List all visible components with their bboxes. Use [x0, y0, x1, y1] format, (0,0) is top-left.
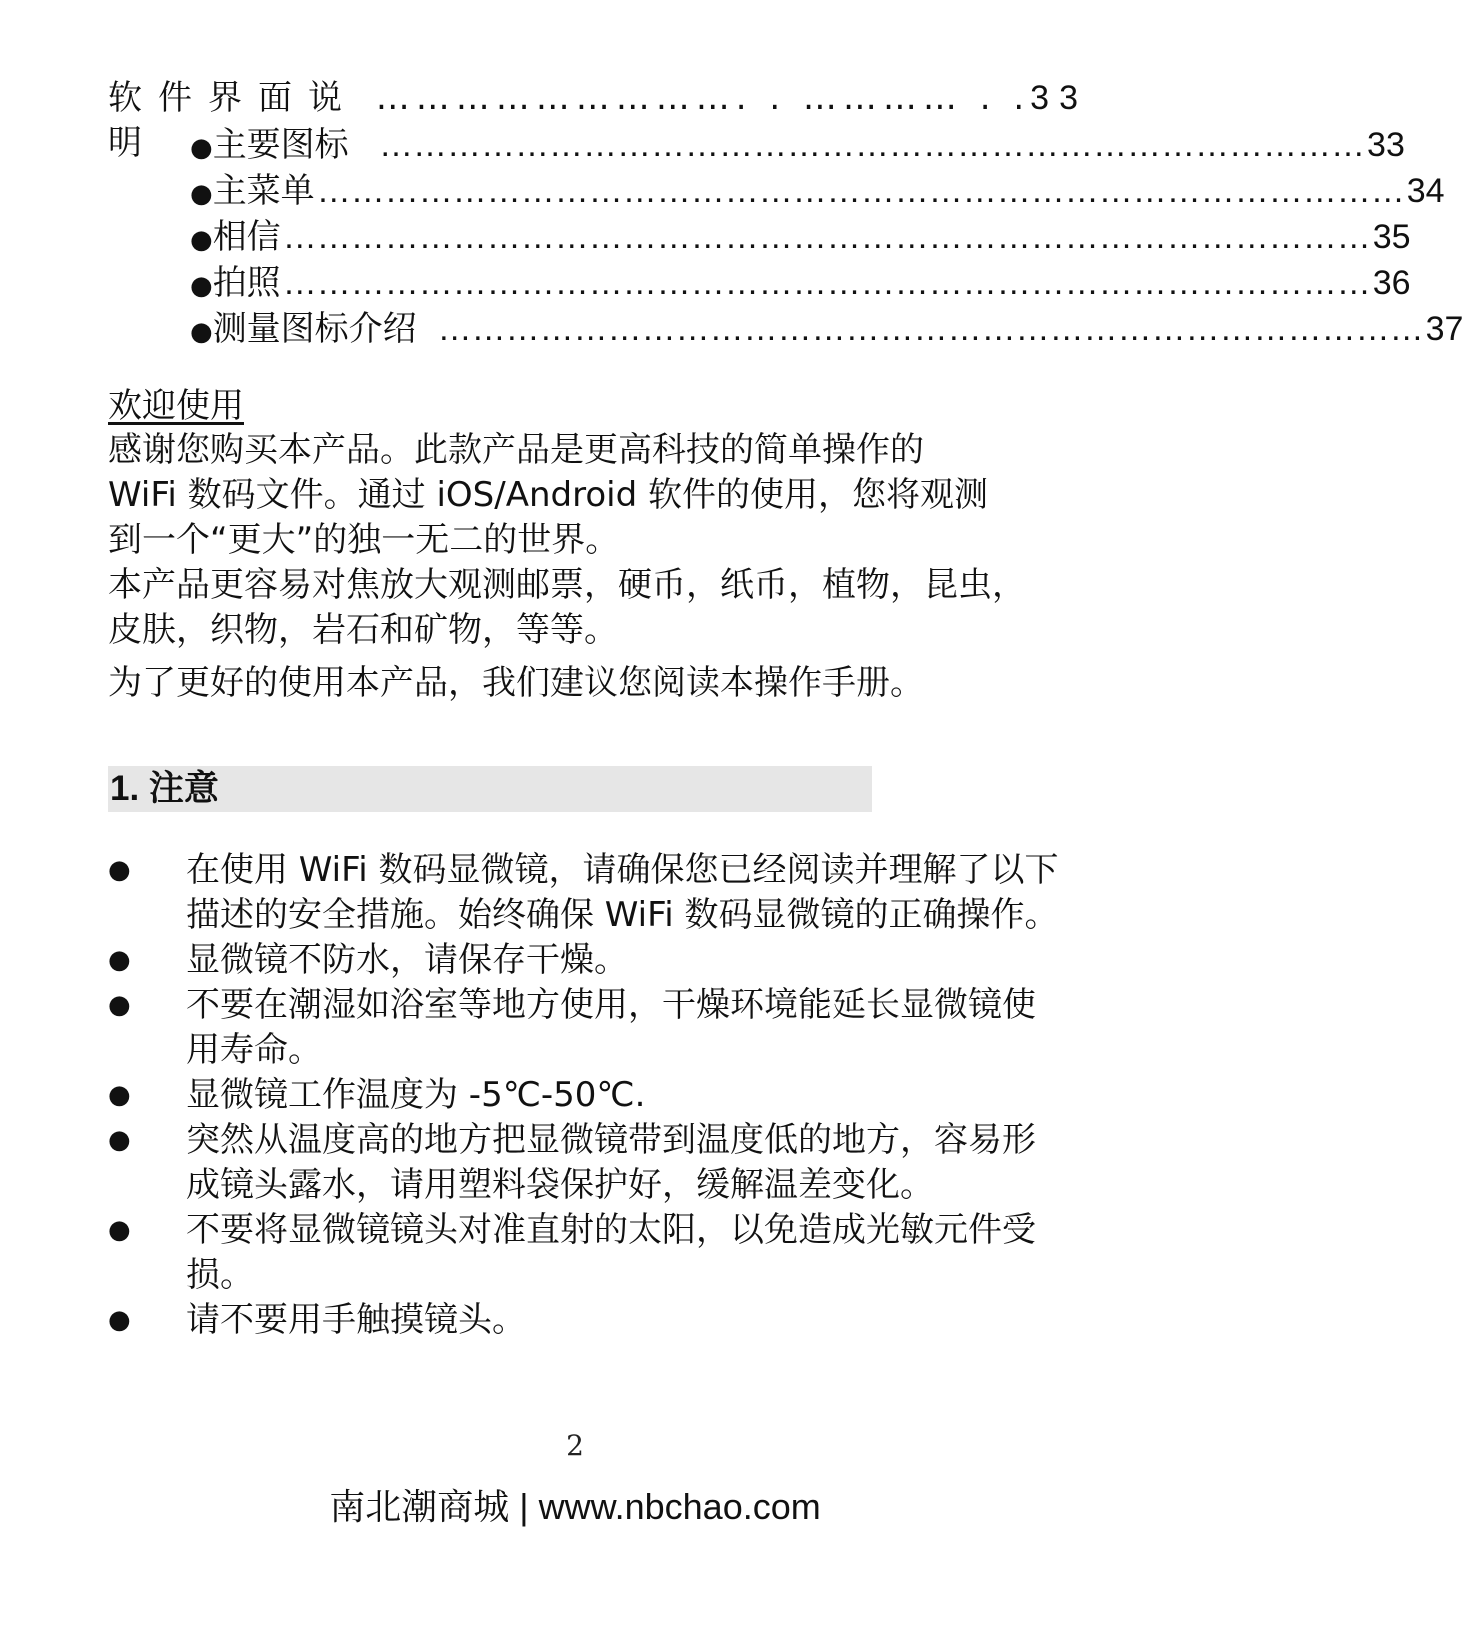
toc-list: [190, 122, 1463, 352]
caution-item: [108, 848, 1068, 938]
caution-text: 请不要用手触摸镜头。: [186, 1300, 526, 1340]
caution-text: 不要将显微镜镜头对准直射的太阳，以免造成光敏元件受损。: [186, 1210, 1036, 1295]
caution-item: [108, 938, 1068, 983]
welcome-line: 到一个“更大”的独一无二的世界。: [108, 520, 620, 560]
welcome-line: WiFi 数码文件。通过 iOS/Android 软件的使用，您将观测: [108, 475, 988, 515]
toc-item[interactable]: [190, 260, 1411, 306]
toc-item-label: 相信: [212, 217, 281, 257]
bullet-icon: ●: [190, 225, 213, 255]
toc-item-page: 33: [1367, 126, 1405, 164]
toc-item[interactable]: [190, 122, 1405, 168]
toc-leader: ……………………………………………………………………………: [350, 126, 1366, 164]
toc-leader: ……………………………………………………………………………………: [316, 172, 1405, 210]
toc-item-page: 36: [1372, 264, 1411, 302]
caution-item: [108, 983, 1068, 1073]
toc-heading-page: 33: [1030, 79, 1088, 117]
bullet-icon: ●: [108, 1125, 131, 1155]
caution-text: 不要在潮湿如浴室等地方使用，干燥环境能延长显微镜使用寿命。: [186, 985, 1036, 1070]
caution-item: [108, 1298, 1068, 1343]
bullet-icon: ●: [190, 271, 213, 301]
toc-item-page: 35: [1372, 218, 1411, 256]
welcome-line: 本产品更容易对焦放大观测邮票，硬币，纸币，植物，昆虫，: [108, 565, 1026, 605]
caution-item: [108, 1073, 1068, 1118]
bullet-icon: ●: [108, 855, 131, 885]
toc-item-label: 测量图标介绍: [212, 309, 417, 349]
toc-item-page: 34: [1406, 172, 1445, 210]
caution-text: 显微镜不防水，请保存干燥。: [186, 940, 628, 980]
bullet-icon: ●: [108, 1215, 131, 1245]
welcome-line: 皮肤，织物，岩石和矿物，等等。: [108, 610, 618, 650]
section-heading-band: [108, 766, 872, 812]
bullet-icon: ●: [108, 1305, 131, 1335]
toc-item-label: 主要图标: [212, 125, 349, 165]
toc-item-label: 拍照: [212, 263, 281, 303]
bullet-icon: ●: [190, 317, 213, 347]
bullet-icon: ●: [190, 133, 213, 163]
caution-list: [108, 848, 1068, 1343]
caution-item: [108, 1118, 1068, 1208]
caution-text: 在使用 WiFi 数码显微镜，请确保您已经阅读并理解了以下描述的安全措施。始终确保 WiFi 数码显微镜的正确操作。: [186, 850, 1059, 935]
toc-leader: ……………………………………………………………………………………: [282, 264, 1371, 302]
toc-leader: ……………………………………………………………………………………: [282, 218, 1371, 256]
bullet-icon: ●: [108, 1080, 131, 1110]
toc-heading-leader: ………………………. . ………… . .: [375, 78, 1031, 118]
toc-item[interactable]: [190, 168, 1445, 214]
site-watermark[interactable]: 南北潮商城 | www.nbchao.com: [329, 1486, 821, 1527]
toc-heading: 软件界面说明: [108, 78, 358, 163]
toc-item-page: 37: [1425, 310, 1463, 348]
caution-text: 突然从温度高的地方把显微镜带到温度低的地方，容易形成镜头露水，请用塑料袋保护好，缓解温差变化。: [186, 1120, 1036, 1205]
caution-text: 显微镜工作温度为 -5℃-50℃.: [186, 1075, 646, 1115]
bullet-icon: ●: [190, 179, 213, 209]
welcome-body: [108, 428, 1068, 706]
welcome-heading: 欢迎使用: [108, 386, 244, 426]
toc-item[interactable]: [190, 214, 1411, 260]
bullet-icon: ●: [108, 990, 131, 1020]
page-number: 2: [566, 1429, 584, 1462]
welcome-line: 感谢您购买本产品。此款产品是更高科技的简单操作的: [108, 430, 924, 470]
welcome-line: 为了更好的使用本产品，我们建议您阅读本操作手册。: [108, 663, 924, 703]
caution-item: [108, 1208, 1068, 1298]
bullet-icon: ●: [108, 945, 131, 975]
section-heading: 1. 注意: [110, 769, 219, 808]
toc-item[interactable]: [190, 306, 1463, 352]
toc-leader: ……………………………………………………………………………: [418, 310, 1424, 348]
toc-item-label: 主菜单: [212, 171, 315, 211]
